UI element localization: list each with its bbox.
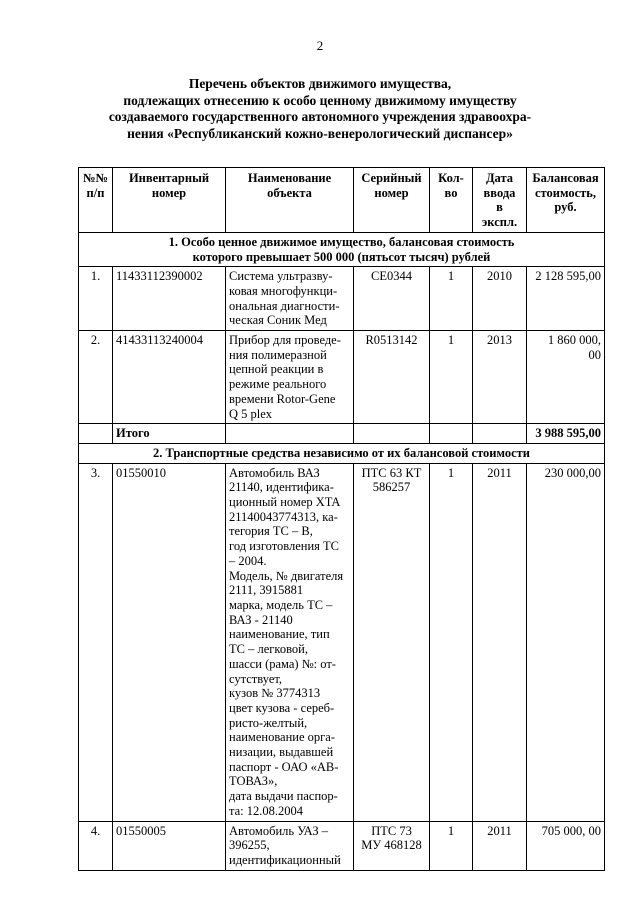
section-1-row: [79, 232, 605, 266]
cell-num: 1.: [79, 267, 113, 331]
header-serial: Серийный номер: [354, 168, 430, 233]
header-qty: Кол- во: [430, 168, 473, 233]
title-line: подлежащих отнесению к особо ценному движимому имуществу: [123, 92, 517, 108]
property-table: [78, 167, 605, 871]
header-name: Наименование объекта: [226, 168, 354, 233]
cell-num: 4.: [79, 821, 113, 870]
section-2-row: [79, 443, 605, 463]
total-empty-cell: [226, 424, 354, 444]
header-inventory: Инвентарный номер: [113, 168, 226, 233]
table-row: [79, 821, 605, 870]
cell-name: Автомобиль ВАЗ 21140, идентифика- ционный номер XTA 21140043774313, ка- тегория ТС – В, год изготовления ТС – 2004. Модель, № двигателя 2111, 3915881 марка, модель ТС – ВАЗ - 21140 наименование, тип ТС – легковой, шасси (рама) №: от- сутствует, кузов № 3774313 цвет кузова - сереб- ристо-желтый, наименование орга- низации, выдавшей паспорт - ОАО «АВ- ТОВАЗ», дата выдачи паспор- та: 12.08.2004: [226, 463, 354, 821]
cell-inventory: 11433112390002: [113, 267, 226, 331]
title-line: Перечень объектов движимого имущества,: [188, 76, 452, 91]
total-empty-cell: [354, 424, 430, 444]
header-num: №№ п/п: [79, 168, 113, 233]
cell-serial: R0513142: [354, 331, 430, 424]
cell-serial: ПТС 63 КТ 586257: [354, 463, 430, 821]
total-empty-cell: [473, 424, 527, 444]
document-title: [60, 76, 580, 142]
table-row: [79, 267, 605, 331]
table-row: [79, 331, 605, 424]
header-value: Балансовая стоимость, руб.: [527, 168, 605, 233]
total-empty-cell: [79, 424, 113, 444]
cell-serial: ПТС 73 МУ 468128: [354, 821, 430, 870]
header-date: Дата ввода в экспл.: [473, 168, 527, 233]
section-2-heading: 2. Транспортные средства независимо от их балансовой стоимости: [79, 443, 605, 463]
cell-date: 2010: [473, 267, 527, 331]
total-empty-cell: [430, 424, 473, 444]
cell-value: 2 128 595,00: [527, 267, 605, 331]
cell-qty: 1: [430, 821, 473, 870]
cell-value: 230 000,00: [527, 463, 605, 821]
cell-value: 1 860 000, 00: [527, 331, 605, 424]
section-1-heading: 1. Особо ценное движимое имущество, балансовая стоимость которого превышает 500 000 (пятьсот тысяч) рублей: [79, 232, 605, 266]
title-line: нения «Республиканский кожно-венерологический диспансер»: [127, 125, 513, 141]
cell-name: Автомобиль УАЗ – 396255, идентификационный: [226, 821, 354, 870]
table-header-row: [79, 168, 605, 233]
cell-name: Прибор для проведе- ния полимеразной цепной реакции в режиме реального времени Rotor-Gene Q 5 plex: [226, 331, 354, 424]
total-label: Итого: [113, 424, 226, 444]
cell-value: 705 000, 00: [527, 821, 605, 870]
cell-num: 3.: [79, 463, 113, 821]
cell-inventory: 01550005: [113, 821, 226, 870]
cell-date: 2011: [473, 821, 527, 870]
cell-qty: 1: [430, 267, 473, 331]
page-number: 2: [316, 38, 324, 53]
cell-qty: 1: [430, 463, 473, 821]
cell-serial: CE0344: [354, 267, 430, 331]
total-row: [79, 424, 605, 444]
table-row: [79, 463, 605, 821]
total-value: 3 988 595,00: [527, 424, 605, 444]
cell-inventory: 01550010: [113, 463, 226, 821]
cell-inventory: 41433113240004: [113, 331, 226, 424]
cell-qty: 1: [430, 331, 473, 424]
title-line: создаваемого государственного автономного учреждения здравоохра-: [108, 109, 532, 124]
cell-date: 2013: [473, 331, 527, 424]
cell-date: 2011: [473, 463, 527, 821]
cell-num: 2.: [79, 331, 113, 424]
cell-name: Система ультразву- ковая многофункци- ональная диагности- ческая Соник Мед: [226, 267, 354, 331]
